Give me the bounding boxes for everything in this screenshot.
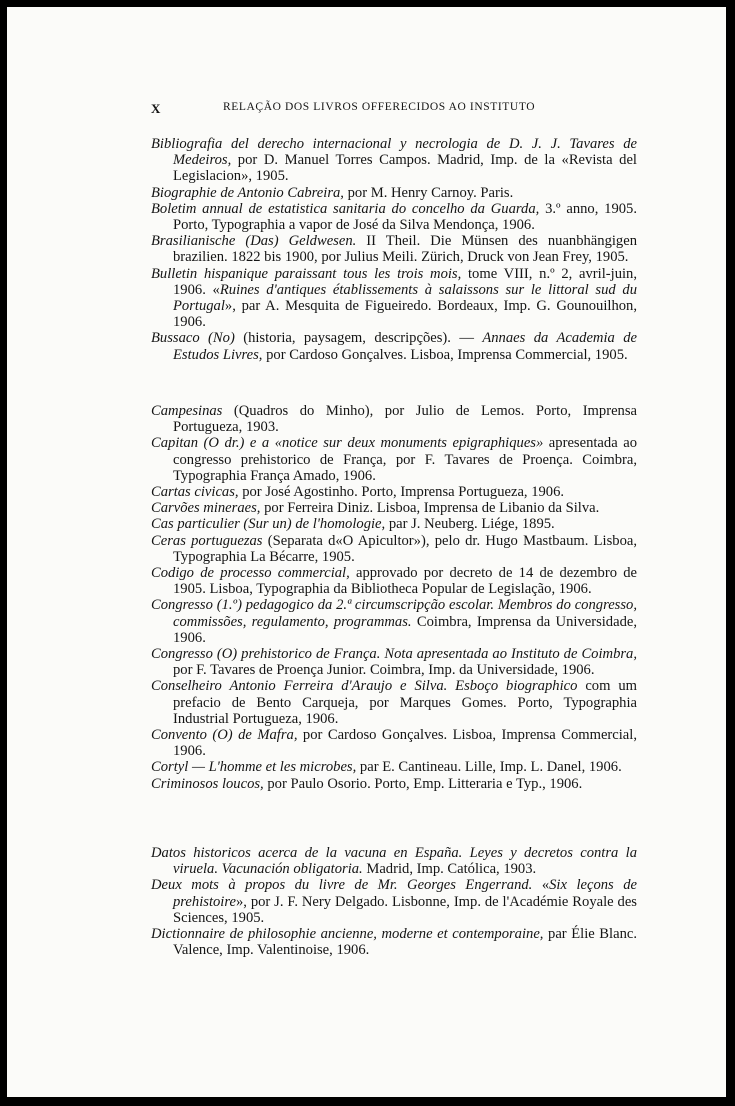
bibliography-entry	[151, 233, 637, 265]
entry-title-text: Bussaco (No)	[151, 330, 235, 347]
bibliography-entry	[151, 845, 637, 877]
bibliography-entry	[151, 533, 637, 565]
bibliography-entry	[151, 330, 637, 362]
entry-title-text: Ruines d'antiques établissements à salaissons sur le littoral sud du Portugal	[173, 281, 637, 315]
page-header	[151, 101, 601, 117]
entry-text: tome VIII, n.º 2, avril-juin, 1906. «	[173, 265, 637, 298]
bibliography-entry	[151, 500, 637, 516]
entry-title-text: Cartas civicas,	[151, 484, 239, 501]
section-c	[151, 403, 637, 792]
entry-title-text: Carvões mineraes,	[151, 500, 261, 517]
entry-title-text: Capitan (O dr.) e a «notice sur deux monuments epigraphiques»	[151, 435, 544, 452]
entry-title-text: Six leçons de prehistoire	[173, 877, 637, 910]
entry-title-text: Boletim annual de estatistica sanitaria do concelho da Guarda,	[151, 200, 540, 217]
entry-text: por D. Manuel Torres Campos. Madrid, Imp. de la «Revista del Legislacion», 1905.	[173, 152, 637, 185]
entry-text: Madrid, Imp. Católica, 1903.	[362, 861, 537, 878]
entry-text: por Ferreira Diniz. Lisboa, Imprensa de Libanio da Silva.	[260, 500, 600, 517]
section-b	[151, 136, 637, 363]
bibliography-entry	[151, 435, 637, 484]
entry-text: approvado por decreto de 14 de dezembro de 1905. Lisboa, Typographia da Bibliotheca Popular de Legislação, 1906.	[173, 565, 637, 598]
bibliography-entry	[151, 646, 637, 678]
entry-title-text: Cas particulier (Sur un) de l'homologie,	[151, 516, 386, 533]
bibliography-entry	[151, 484, 637, 500]
entry-title-text: Dictionnaire de philosophie ancienne, moderne et contemporaine,	[151, 926, 544, 943]
bibliography-entry	[151, 727, 637, 759]
entry-title-text: Bulletin hispanique paraissant tous les trois mois,	[151, 265, 462, 282]
entry-text: por M. Henry Carnoy. Paris.	[343, 184, 514, 201]
bibliography-entry	[151, 201, 637, 233]
entry-text: Coimbra, Imprensa da Universidade, 1906.	[173, 613, 638, 646]
entry-text: par E. Cantineau. Lille, Imp. L. Danel, 1906.	[356, 759, 622, 776]
section-d	[151, 845, 637, 958]
entry-text: par Élie Blanc. Valence, Imp. Valentinoise, 1906.	[173, 926, 637, 959]
bibliography-entry	[151, 678, 637, 727]
entry-text: (historia, paysagem, descripções). —	[234, 330, 483, 347]
bibliography-entry	[151, 136, 637, 185]
bibliography-entry	[151, 403, 637, 435]
bibliography-entry	[151, 759, 637, 775]
entry-text: 3.º anno, 1905. Porto, Typographia a vapor de José da Silva Mendonça, 1906.	[173, 200, 637, 234]
entry-text: par J. Neuberg. Liége, 1895.	[385, 516, 555, 533]
page-number: X	[151, 101, 161, 116]
bibliography-entry	[151, 565, 637, 597]
entry-text: », por J. F. Nery Delgado. Lisbonne, Imp. de l'Académie Royale des Sciences, 1905.	[173, 893, 637, 926]
entry-title-text: Congresso (1.º) pedagogico da 2.ª circumscripção escolar. Membros do congresso, commissões, regulamento, programmas.	[151, 597, 637, 630]
entry-text: (Separata d«O Apicultor»), pelo dr. Hugo Mastbaum. Lisboa, Typographia La Bécarre, 1905.	[173, 532, 638, 565]
entry-text: por Cardoso Gonçalves. Lisboa, Imprensa Commercial, 1906.	[173, 727, 637, 760]
bibliography-entry	[151, 516, 637, 532]
entry-title-text: Codigo de processo commercial,	[151, 565, 350, 582]
entry-title-text: Criminosos loucos,	[151, 775, 264, 792]
bibliography-entry	[151, 597, 637, 646]
entry-text: «	[532, 877, 550, 894]
bibliography-entry	[151, 877, 637, 926]
entry-title-text: Conselheiro Antonio Ferreira d'Araujo e Silva. Esboço biographico	[151, 678, 578, 695]
bibliography-entry	[151, 185, 637, 201]
entry-title-text: Datos historicos acerca de la vacuna en España. Leyes y decretos contra la viruela. Vacunación obligatoria.	[151, 845, 637, 878]
entry-text: », par A. Mesquita de Figueiredo. Bordeaux, Imp. G. Gounouilhon, 1906.	[173, 298, 637, 331]
entry-title-text: Cortyl — L'homme et les microbes,	[151, 759, 357, 776]
entry-title-text: Congresso (O) prehistorico de França. Nota apresentada ao Instituto de Coimbra,	[151, 646, 637, 663]
entry-title-text: Convento (O) de Mafra,	[151, 727, 298, 744]
entry-title-text: Biographie de Antonio Cabreira,	[151, 184, 344, 201]
entry-text: por Paulo Osorio. Porto, Emp. Litteraria e Typ., 1906.	[263, 775, 583, 792]
entry-title-text: Brasilianische (Das) Geldwesen.	[151, 233, 357, 250]
entry-title-text: Bibliografia del derecho internacional y necrologia de D. J. J. Tavares de Medeiros,	[151, 136, 637, 169]
book-page	[7, 7, 726, 1097]
running-head: RELAÇÃO DOS LIVROS OFFERECIDOS AO INSTITUTO	[223, 101, 536, 113]
entry-text: por Cardoso Gonçalves. Lisboa, Imprensa Commercial, 1905.	[262, 346, 628, 363]
entry-text: por José Agostinho. Porto, Imprensa Portugueza, 1906.	[238, 484, 565, 501]
entry-title-text: Campesinas	[151, 403, 223, 419]
entry-title-text: Ceras portuguezas	[151, 532, 263, 549]
entry-title-text: Deux mots à propos du livre de Mr. Georges Engerrand.	[151, 877, 533, 894]
entry-text: por F. Tavares de Proença Junior. Coimbra, Imp. da Universidade, 1906.	[173, 662, 595, 679]
bibliography-entry	[151, 926, 637, 958]
entry-text: (Quadros do Minho), por Julio de Lemos. Porto, Imprensa Portugueza, 1903.	[173, 403, 637, 436]
bibliography-entry	[151, 266, 637, 331]
entry-text: II Theil. Die Münsen des nuanbhängigen brazilien. 1822 bis 1900, por Julius Meili. Zürich, Druck von Jean Frey, 1905.	[173, 233, 638, 266]
entry-title-text: Annaes da Academia de Estudos Livres,	[173, 330, 638, 363]
entry-text: com um prefacio de Bento Carqueja, por Marques Gomes. Porto, Typographia Industrial Portugueza, 1906.	[173, 678, 637, 727]
entry-text: apresentada ao congresso prehistorico de França, por F. Tavares de Proença. Coimbra, Typographia França Amado, 1906.	[173, 435, 637, 484]
bibliography-entry	[151, 776, 637, 792]
